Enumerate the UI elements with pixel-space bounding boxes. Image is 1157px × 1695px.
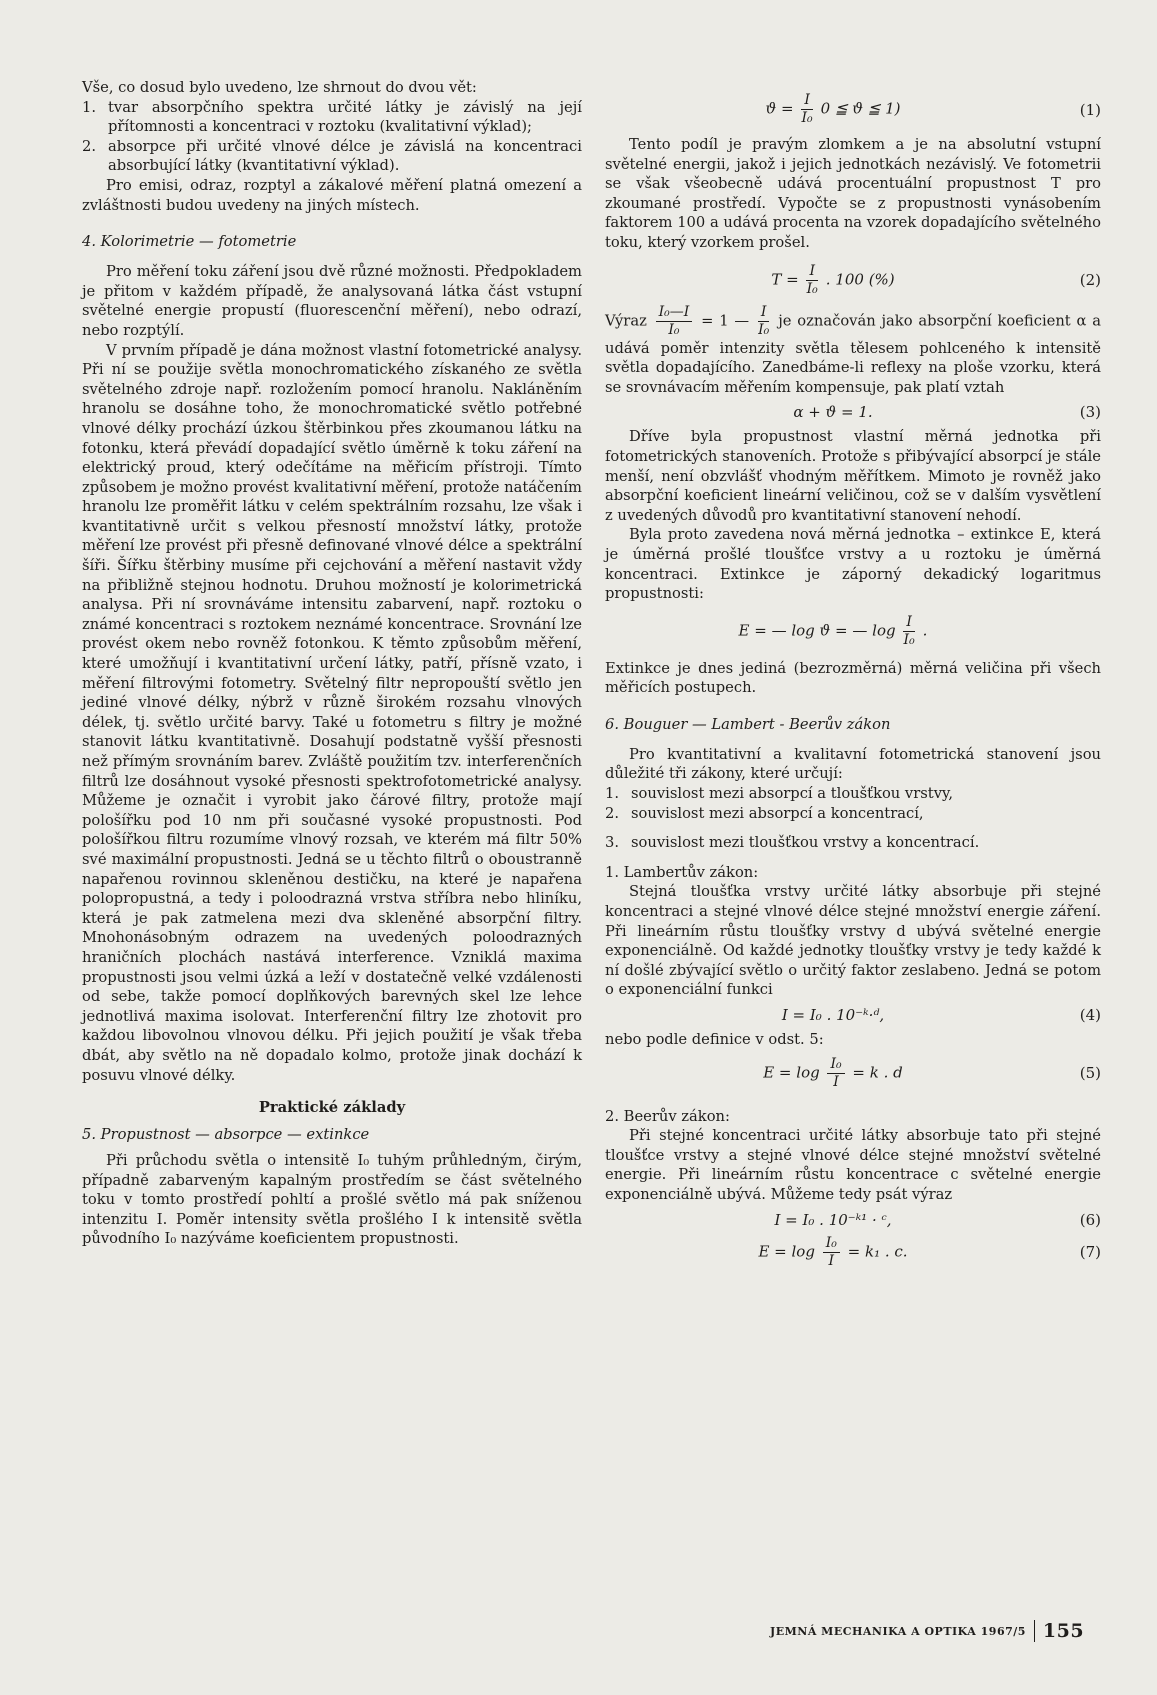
numerator: I₀—I <box>656 304 693 322</box>
eq-part: ϑ = <box>765 99 794 118</box>
list-text: tvar absorpčního spektra určité látky je závislý na její přítomnosti a koncentraci v roztoku (kvalitativní výklad); <box>108 98 582 136</box>
equation-body: I = I₀ . 10⁻ᵏ·ᵈ, <box>781 1006 885 1024</box>
paragraph-emise: Pro emisi, odraz, rozptyl a zákalové měření platná omezení a zvláštnosti budou uvedeny na jiných místech. <box>82 176 582 214</box>
equation-number: (7) <box>1079 1243 1101 1262</box>
fraction <box>827 1056 844 1091</box>
numerator: I <box>903 614 915 632</box>
fraction <box>758 304 770 339</box>
equation-body: α + ϑ = 1. <box>793 403 873 422</box>
list-text: souvislost mezi absorpcí a koncentrací, <box>631 804 924 822</box>
equation-number: (2) <box>1079 271 1101 290</box>
equation-number: (4) <box>1079 1006 1101 1024</box>
list-number: 2. <box>82 137 97 155</box>
spacer <box>605 853 1101 863</box>
summary-list <box>82 98 582 176</box>
law-2-title: 2. Beerův zákon: <box>605 1107 730 1125</box>
heading-prakticke-zaklady: Praktické základy <box>258 1099 406 1117</box>
equation-body <box>605 263 1061 298</box>
numerator: I <box>801 92 813 110</box>
laws-list <box>605 784 1101 853</box>
equation-6 <box>605 1056 1101 1091</box>
denominator: I₀ <box>668 321 680 338</box>
equation-body <box>605 92 1061 127</box>
paragraph: Při stejné koncentraci určité látky absorbuje tato při stejné tloušťce vrstvy a stejné vlnové délce stejné množství světelné energie. Při lineárním růstu koncentrace c světelné energie exponenciálně ubývá. Můžeme tedy psát výraz <box>605 1127 1101 1203</box>
eq-part: . 100 (%) <box>825 270 895 289</box>
journal-name: JEMNÁ MECHANIKA A OPTIKA 1967/5 <box>770 1624 1026 1638</box>
text: = 1 — <box>701 312 750 330</box>
denominator: I <box>833 1073 839 1090</box>
equation-1 <box>605 92 1101 127</box>
eq-part: = k . d <box>852 1063 903 1082</box>
fraction <box>903 614 915 649</box>
equation-7 <box>605 1211 1101 1229</box>
fraction <box>801 92 813 127</box>
list-item <box>605 784 1101 804</box>
numerator: I <box>758 304 770 322</box>
text: je označován jako absorpční koeficient α a udává poměr intenzity světla tělesem pohlceného k intensitě světla dopadajícího. Zanedbáme-li reflexy na ploše vzorku, která se srovnávacím měřením kompensuje, pak platí vztah <box>605 312 1101 396</box>
equation-8 <box>605 1235 1101 1270</box>
list-item <box>82 98 582 137</box>
eq-part: . <box>922 621 928 640</box>
left-column <box>82 78 582 1249</box>
right-column <box>605 78 1101 1276</box>
paragraph: Tento podíl je pravým zlomkem a je na absolutní vstupní světelné energii, jakož i jejich jednotkách nezávislý. Ve fotometrii se však všeobecně udává procentuální propustnost T pro zkoumané prostředí. Vypočte se z propustnosti vynásobením faktorem 100 a udává procenta na vzorek dopadajícího světelného toku, který vzorkem prošel. <box>605 136 1101 251</box>
list-item <box>605 804 1101 824</box>
numerator: I <box>806 263 818 281</box>
list-text: souvislost mezi absorpcí a tloušťkou vrstvy, <box>631 785 954 803</box>
equation-number: (5) <box>1079 1064 1101 1083</box>
denominator: I₀ <box>806 280 818 297</box>
equation-3 <box>605 403 1101 421</box>
list-number: 3. <box>605 834 620 852</box>
paragraph: Pro měření toku záření jsou dvě různé možnosti. Předpokladem je přitom v každém případě, že analysovaná látka část vstupní světelné energie propustí (fluorescenční měření), nebo odrazí, nebo rozptýlí. <box>82 263 582 339</box>
eq-part: = k₁ . c. <box>847 1242 908 1261</box>
numerator: I₀ <box>823 1235 840 1253</box>
eq-part: T = <box>771 270 799 289</box>
eq-part: 0 ≦ ϑ ≦ 1) <box>820 99 901 118</box>
equation-2 <box>605 263 1101 298</box>
paragraph-vyraz <box>605 304 1101 398</box>
equation-number: (1) <box>1079 100 1101 119</box>
numerator: I₀ <box>827 1056 844 1074</box>
paragraph: Stejná tloušťka vrstvy určité látky absorbuje při stejné koncentraci a stejné vlnové délce stejné množství energie záření. Při lineárním růstu tloušťky vrstvy d ubývá světelné energie exponenciálně. Od každé jednotky tloušťky vrstvy je tedy každé k ní došlé zbývající světlo o určitý faktor zeslabeno. Jedná se potom o exponenciální funkci <box>605 883 1101 999</box>
law-1-title: 1. Lambertův zákon: <box>605 863 759 881</box>
section-6-title: 6. Bouguer — Lambert - Beerův zákon <box>605 715 891 733</box>
denominator: I₀ <box>758 321 770 338</box>
list-item <box>605 833 1101 853</box>
page-footer <box>770 1620 1084 1642</box>
paragraph: V prvním případě je dána možnost vlastní fotometrické analysy. Při ní se použije světla monochromatického získaného ze světla světelného zdroje např. rozložením pomocí hranolu. Nakláněním hranolu se dosáhne toho, že monochromatické světlo potřebné vlnové délky prochází úzkou štěrbinkou přes zkoumanou látku na fotonku, která převádí dopadající světlo úměrně k toku záření na elektrický proud, který odečítáme na měřicím přístroji. Tímto způsobem je možno provést kvalitativní měření, protože natáčením hranolu lze proměřit látku v celém spektrálním rozsahu, lze však i kvantitativně určit s velkou přesností množství látky, protože měření lze provést při přesně definované vlnové délce a spektrální šíři. Šířku štěrbiny musíme při cejchování a měření nastavit vždy na přibližně stejnou hodnotu. Druhou možností je kolorimetrická analysa. Při ní srovnáváme intensitu zabarvení, např. roztoku o známé koncentraci s roztokem neznámé koncentrace. Srovnání lze provést okem nebo rovněž fotonkou. K těmto způsobům měření, které umožňují i kvantitativní určení látky, patří, přísně vzato, i měření filtrovými fotometry. Světelný filtr nepropouští světlo jen jediné vlnové délky, nýbrž v různě širokém rozsahu vlnových délek, tj. světlo určité barvy. Také u fotometru s filtry je možné stanovit látku kvantitativně. Dosahují podstatně vyšší přesnosti než přímým srovnáním barev. Zvláště použitím tzv. interferenčních filtrů lze dosáhnout vysoké přesnosti spektrofotometrické analysy. Můžeme je označit i vyrobit jako čárové filtry, protože mají pološířku pod 10 nm při současné vysoké propustnosti. Pod pološířkou filtru rozumíme vlnový rozsah, ve kterém má filtr 50% své maximální propustnosti. Jedná se u těchto filtrů o oboustranně napařenou rovinnou skleněnou destičku, na které je napařena polopropustná, a tedy i poloodrazná vrstva stříbra nebo hliníku, která je pak zatmelena mezi dva skleněné absorpční filtry. Mnohonásobným odrazem na uvedených poloodrazných hraničních plochách nastává interference. Vzniklá maxima propustnosti jsou velmi úzká a leží v dostatečně velké vzdálenosti od sebe, takže pomocí doplňkových barevných skel lze lehce jednotlivá maxima isolovat. Interferenční filtry lze zhotovit pro každou libovolnou vlnovou délku. Při jejich použití je však třeba dbát, aby světlo na ně dopadalo kolmo, protože jinak dochází k posuvu vlnové délky. <box>82 341 582 1084</box>
footer-divider <box>1034 1620 1035 1642</box>
equation-body: I = I₀ . 10⁻ᵏ¹ · ᶜ, <box>774 1210 892 1229</box>
section-5-title: 5. Propustnost — absorpce — extinkce <box>82 1126 370 1144</box>
section-4-title: 4. Kolorimetrie — fotometrie <box>82 233 297 251</box>
fraction <box>806 263 818 298</box>
paragraph: Pro kvantitativní a kvalitavní fotometrická stanovení jsou důležité tři zákony, které určují: <box>605 745 1101 783</box>
paragraph: Při průchodu světla o intensitě I₀ tuhým průhledným, čirým, případně zabarveným kapalným prostředím se část světelného toku v tomto prostředí pohltí a prošlé světlo má pak sníženou intenzitu I. Poměr intensity světla prošlého I k intensitě světla původního I₀ nazýváme koeficientem propustnosti. <box>82 1152 582 1248</box>
fraction <box>823 1235 840 1270</box>
equation-4 <box>605 614 1101 649</box>
equation-number: (3) <box>1079 403 1101 422</box>
page-number: 155 <box>1042 1620 1085 1642</box>
denominator: I₀ <box>903 631 915 648</box>
eq-part: E = log <box>763 1063 820 1082</box>
equation-body <box>605 1056 1061 1091</box>
paragraph: Extinkce je dnes jediná (bezrozměrná) měrná veličina při všech měřicích postupech. <box>605 659 1101 697</box>
paragraph: nebo podle definice v odst. 5: <box>605 1031 824 1048</box>
intro-sentence: Vše, co dosud bylo uvedeno, lze shrnout do dvou vět: <box>82 79 477 96</box>
eq-part: E = — log ϑ = — log <box>738 621 896 640</box>
paragraph: Byla proto zavedena nová měrná jednotka – extinkce E, která je úměrná prošlé tloušťce vrstvy a u roztoku je úměrná koncentraci. Extinkce je záporný dekadický logaritmus propustnosti: <box>605 526 1101 603</box>
denominator: I <box>828 1252 835 1269</box>
list-item <box>82 137 582 176</box>
list-number: 1. <box>605 785 620 803</box>
list-text: souvislost mezi tloušťkou vrstvy a koncentrací. <box>631 834 980 852</box>
spacer <box>605 1097 1101 1107</box>
equation-number: (6) <box>1079 1210 1101 1229</box>
paragraph: Dříve byla propustnost vlastní měrná jednotka při fotometrických stanoveních. Protože s přibývající absorpcí je stále menší, není obzvlášť vhodným měřítkem. Mimoto je rovněž jako absorpční koeficient lineární veličinou, což se v dalším vysvětlení z uvedených důvodů pro kvantitativní stanovení nehodí. <box>605 428 1101 524</box>
eq-part: E = log <box>758 1242 815 1261</box>
denominator: I₀ <box>801 110 813 126</box>
list-number: 1. <box>82 98 97 116</box>
equation-5 <box>605 1006 1101 1024</box>
fraction <box>656 304 693 339</box>
equation-body <box>605 614 1061 649</box>
text: Výraz <box>605 312 647 330</box>
list-number: 2. <box>605 804 620 822</box>
list-text: absorpce při určité vlnové délce je závislá na koncentraci absorbující látky (kvantitativní výklad). <box>108 137 582 175</box>
equation-body <box>605 1235 1061 1270</box>
